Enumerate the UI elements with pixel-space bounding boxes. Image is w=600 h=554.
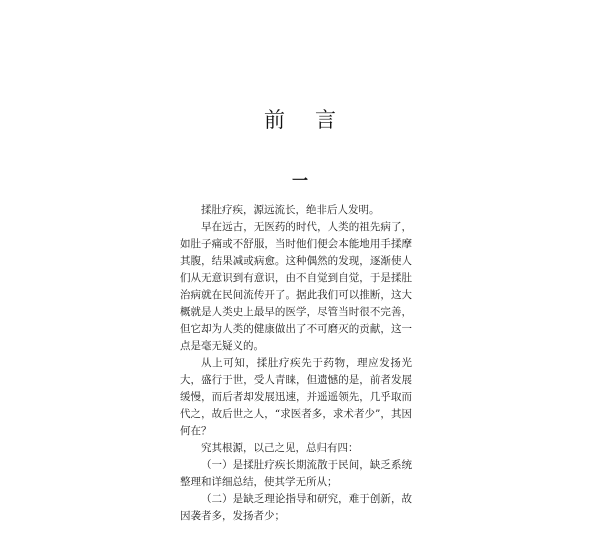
paragraph-2: 早在远古，无医药的时代，人类的祖先病了，如肚子痛或不舒服，当时他们便会本能地用手揉摩其腹，结果减或病愈。这种偶然的发现，逐渐使人们从无意识到有意识，由不自觉到自觉，于是揉肚治病就在民间流传开了。据此我们可以推断，这大概就是人类史上最早的医学，尽管当时很不完善，但它却为人类的健康做出了不可磨灭的贡献，这一点是毫无疑义的。 [180,221,412,352]
paragraph-4: 究其根源，以己之见，总归有四： [201,442,359,454]
body-text [180,202,412,525]
list-item-2: （二）是缺乏理论指导和研究，难于创新，故因袭者多，发扬者少； [180,493,412,522]
page-title: 前言 [264,108,366,132]
paragraph-3: 从上可知，揉肚疗疾先于药物，理应发扬光大，盛行于世，受人青睐，但遗憾的是，前者发展缓慢，而后者却发展迅速，并遥遥领先，几乎取而代之，故后世之人，“求医者多，求术者少”，其因何在？ [180,357,412,437]
list-item-1: （一）是揉肚疗疾长期流散于民间，缺乏系统整理和详细总结，使其学无所从； [180,459,412,488]
paragraph-1: 揉肚疗疾，源远流长，绝非后人发明。 [201,204,380,216]
section-number: 一 [291,171,308,190]
